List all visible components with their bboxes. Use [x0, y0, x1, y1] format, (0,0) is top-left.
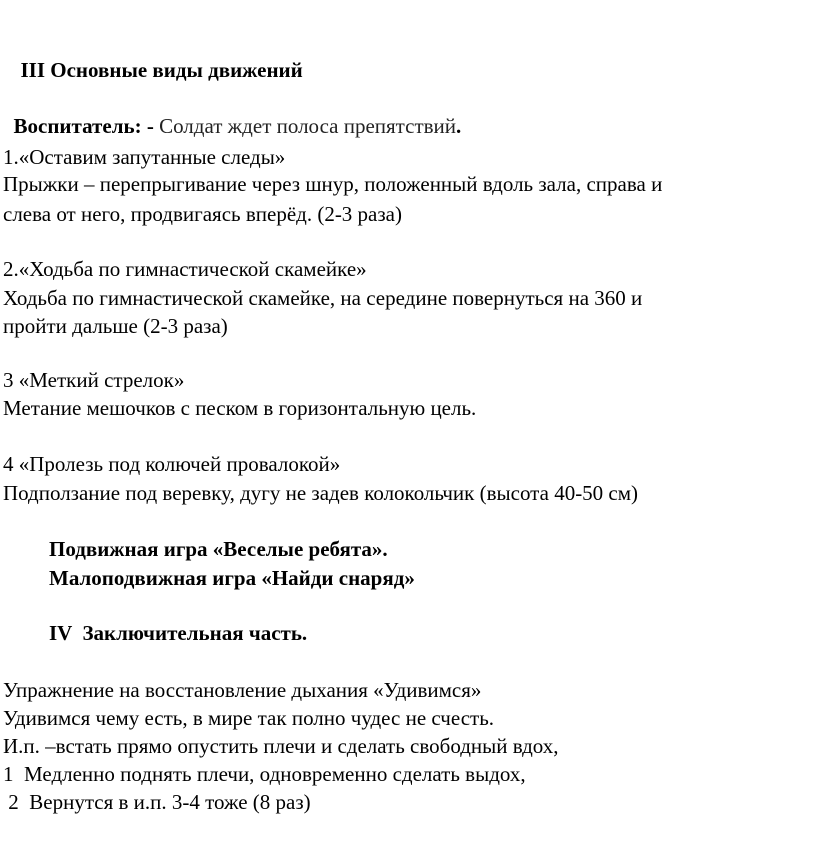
- exercise-3-title: 3 «Меткий стрелок»: [3, 368, 185, 392]
- heading-final: IV Заключительная часть.: [49, 621, 308, 645]
- breathing-line-5: 2 Вернутся в и.п. 3-4 тоже (8 раз): [3, 790, 311, 814]
- exercise-1-line-1: Прыжки – перепрыгивание через шнур, положенный вдоль зала, справа и: [3, 172, 663, 196]
- exercise-1-title: 1.«Оставим запутанные следы»: [3, 145, 286, 169]
- exercise-1-line-2: слева от него, продвигаясь вперёд. (2-3 раза): [3, 202, 402, 226]
- game-calm: Малоподвижная игра «Найди снаряд»: [49, 566, 415, 590]
- exercise-4-title: 4 «Пролезь под колючей провалокой»: [3, 452, 341, 476]
- teacher-period: .: [456, 114, 462, 138]
- heading-main: III Основные виды движений: [20, 58, 303, 82]
- exercise-2-title: 2.«Ходьба по гимнастической скамейке»: [3, 257, 367, 281]
- game-mobile: Подвижная игра «Веселые ребята».: [49, 537, 388, 561]
- teacher-label: Воспитатель: -: [13, 114, 154, 138]
- exercise-4-line-1: Подползание под веревку, дугу не задев колокольчик (высота 40-50 см): [3, 481, 639, 505]
- breathing-line-4: 1 Медленно поднять плечи, одновременно сделать выдох,: [3, 762, 526, 786]
- breathing-line-1: Упражнение на восстановление дыхания «Удивимся»: [3, 678, 482, 702]
- teacher-text: Солдат ждет полоса препятствий: [153, 114, 457, 138]
- teacher-line: [3, 87, 461, 139]
- exercise-2-line-2: пройти дальше (2-3 раза): [3, 314, 228, 338]
- exercise-3-line-1: Метание мешочков с песком в горизонтальную цель.: [3, 396, 477, 420]
- breathing-line-2: Удивимся чему есть, в мире так полно чудес не счесть.: [3, 706, 495, 730]
- breathing-line-3: И.п. –встать прямо опустить плечи и сделать свободный вдох,: [3, 734, 559, 758]
- exercise-2-line-1: Ходьба по гимнастической скамейке, на середине повернуться на 360 и: [3, 286, 643, 310]
- heading-main-section: [10, 31, 303, 83]
